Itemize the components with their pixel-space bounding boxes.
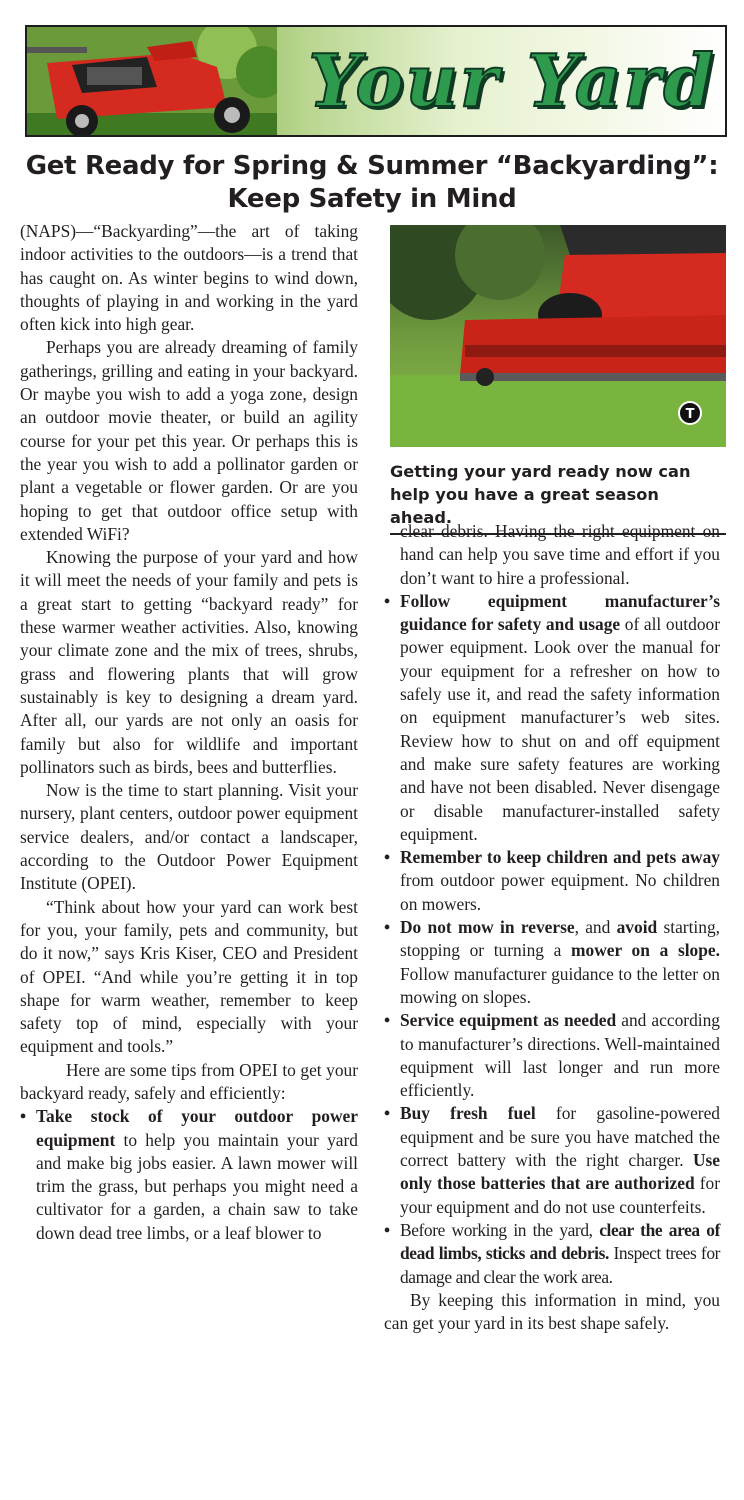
paragraph-planning: Now is the time to start planning. Visit your nursery, plant centers, outdoor power equipment service dealers, and/or contact a landscaper, according to the Outdoor Power Equipment Institute (OPEI). — [20, 780, 358, 894]
tips-list-right — [384, 590, 720, 1289]
tip-follow-guidance-bold: Follow equipment manufacturer’s guidance for safety and usage — [400, 590, 720, 635]
tip-follow-guidance — [384, 590, 720, 846]
tip-fresh-fuel-bold-2: Use only those batteries that are authorized — [400, 1150, 720, 1194]
banner — [25, 25, 727, 137]
tip-clear-area-text-2: Inspect trees for damage and clear the work area. — [400, 1243, 721, 1287]
paragraph-quote: “Think about how your yard can work best for you, your family, pets and community, but do it now,” says Kris Kiser, CEO and President of OPEI. “And while you’re getting it in top shape for warm weather, remember to keep safety top of mind, especially with your equipment and tools.” — [20, 896, 358, 1057]
headline — [20, 150, 724, 216]
tip-take-stock-continued: clear debris. Having the right equipment on hand can help you save time and effort if you don’t want to hire a professional. — [400, 521, 720, 588]
tip-fresh-fuel-bold-1: Buy fresh fuel — [400, 1103, 536, 1124]
headline-line-1: Get Ready for Spring & Summer “Backyarding”: — [25, 151, 719, 181]
tips-list-left — [20, 1105, 358, 1245]
tip-follow-guidance-text: of all outdoor power equipment. Look over the manual for your equipment for a refresher on how to safely use it, and read the safety information on equipment manufacturer’s web sites. Review how to shut on and off equipment and make sure safety features are working and have not been disabled. Never disengage or disable manufacturer-installed safety equipment. — [400, 614, 720, 844]
tip-fresh-fuel-text-2: for your equipment and do not use counterfeits. — [400, 1173, 720, 1217]
tip-clear-area-bold: clear the area of dead limbs, sticks and debris. — [400, 1219, 720, 1264]
banner-title: Your Yard — [308, 38, 716, 123]
tip-take-stock — [20, 1105, 358, 1245]
riding-mower-photo — [390, 225, 726, 447]
tip-no-reverse-bold-3: mower on a slope. — [571, 940, 720, 961]
tip-no-reverse-bold-2: avoid — [616, 917, 658, 938]
tip-clear-area — [384, 1219, 720, 1289]
photo-caption: Getting your yard ready now can help you have a great season ahead. — [390, 460, 726, 535]
tip-children-pets-bold: Remember to keep children and pets away — [400, 847, 720, 868]
tip-children-pets-text: from outdoor power equipment. No children on mowers. — [400, 870, 720, 914]
lawn-mower-photo — [27, 27, 277, 135]
paragraph-closing: By keeping this information in mind, you can get your yard in its best shape safely. — [384, 1289, 720, 1334]
article-column-left — [20, 220, 358, 1245]
tip-children-pets — [384, 846, 720, 916]
tip-service — [384, 1009, 720, 1102]
tip-no-reverse — [384, 916, 720, 1009]
paragraph-tips-intro: Here are some tips from OPEI to get your backyard ready, safely and efficiently: — [20, 1059, 358, 1103]
photo-badge: T — [685, 407, 695, 422]
tip-clear-area-text-1: Before working in the yard, — [400, 1219, 600, 1240]
tip-fresh-fuel — [384, 1102, 720, 1218]
tip-no-reverse-bold-1: Do not mow in reverse — [400, 917, 575, 938]
tip-take-stock-bold: Take stock of your outdoor power equipment — [36, 1106, 358, 1150]
tip-no-reverse-text-3: Follow manufacturer guidance to the letter on mowing on slopes. — [400, 963, 720, 1007]
paragraph-intro: (NAPS)—“Backyarding”—the art of taking indoor activities to the outdoors—is a trend that has caught on. As winter begins to wind down, thoughts of playing in and working in the yard often kick into high gear. — [20, 221, 358, 335]
tip-service-bold: Service equipment as needed — [400, 1010, 617, 1031]
article-column-right — [384, 520, 721, 1335]
tip-take-stock-text: to help you maintain your yard and make big jobs easier. A lawn mower will trim the grass, but perhaps you might need a cultivator for a garden, a chain saw to take down dead tree limbs, or a leaf blower to — [36, 1129, 358, 1243]
tip-fresh-fuel-text-1: for gasoline-powered equipment and be sure you have matched the correct battery with the right charger. — [400, 1103, 720, 1171]
paragraph-dreaming: Perhaps you are already dreaming of family gatherings, grilling and eating in your backyard. Or maybe you wish to add a yoga zone, design an outdoor movie theater, or build an agility course for your pet this year. Or perhaps this is the year you wish to add a pollinator garden or plant a vegetable or flower garden. Or are you hoping to get that outdoor office setup with extended WiFi? — [20, 337, 358, 544]
headline-line-2: Keep Safety in Mind — [227, 184, 517, 214]
tip-no-reverse-text-1: , and — [574, 917, 617, 938]
paragraph-purpose: Knowing the purpose of your yard and how it will meet the needs of your family and pets is a great start to getting “backyard ready” for these warmer weather activities. Also, knowing your climate zone and the mix of trees, shrubs, grass and flowering plants that will grow sustainably is key to designing a dream yard. After all, our yards are not only an oasis for family but also for wildlife and important pollinators such as birds, bees and butterflies. — [20, 547, 358, 777]
tip-no-reverse-text-2: starting, stopping or turning a — [400, 917, 721, 961]
tip-service-text: and according to manufacturer’s directions. Well-maintained equipment will last longer and run more efficiently. — [400, 1010, 720, 1101]
